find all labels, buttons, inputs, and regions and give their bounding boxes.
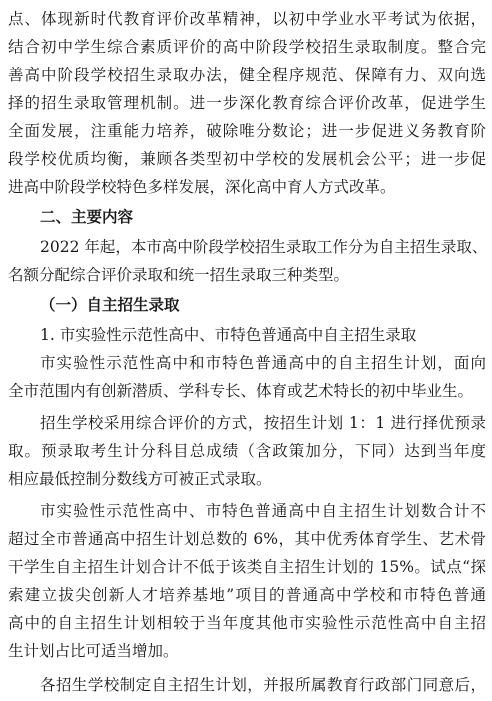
text-line: 择的招生录取管理机制。进一步深化教育综合评价改革，促进学生 bbox=[8, 94, 486, 112]
text-line: 各招生学校制定自主招生计划，并报所属教育行政部门同意后， bbox=[40, 676, 486, 694]
subsection-heading: （一）自主招生录取 bbox=[40, 296, 180, 314]
text-line: 高中的自主招生计划相较于当年度其他市实验性示范性高中自主招 bbox=[8, 614, 486, 632]
text-line: 干学生自主招生计划合计不低于该类自主招生计划的 15%。试点“探 bbox=[8, 558, 486, 576]
text-line: 索建立拔尖创新人才培养基地”项目的普通高中学校和市特色普通 bbox=[8, 586, 486, 604]
text-line: 全市范围内有创新潜质、学科专长、体育或艺术特长的初中毕业生。 bbox=[8, 382, 474, 400]
text-line: 2022 年起，本市高中阶段学校招生录取工作分为自主招生录取、 bbox=[40, 238, 488, 256]
text-line: 段学校优质均衡，兼顾各类型初中学校的发展机会公平；进一步促 bbox=[8, 150, 486, 168]
text-line: 招生学校采用综合评价的方式，按招生计划 1：1 进行择优预录 bbox=[40, 414, 486, 432]
text-line: 善高中阶段学校招生录取办法，健全程序规范、保障有力、双向选 bbox=[8, 66, 486, 84]
text-line: 市实验性示范性高中和市特色普通高中的自主招生计划，面向 bbox=[40, 354, 486, 372]
text-line: 全面发展，注重能力培养，破除唯分数论；进一步促进义务教育阶 bbox=[8, 122, 486, 140]
text-line: 结合初中学生综合素质评价的高中阶段学校招生录取制度。整合完 bbox=[8, 38, 486, 56]
text-line: 超过全市普通高中招生计划总数的 6%，其中优秀体育学生、艺术骨 bbox=[8, 530, 486, 548]
text-line: 进高中阶段学校特色多样发展，深化高中育人方式改革。 bbox=[8, 178, 396, 196]
text-line: 名额分配综合评价录取和统一招生录取三种类型。 bbox=[8, 266, 350, 284]
text-line: 取。预录取考生计分科目总成绩（含政策加分，下同）达到当年度 bbox=[8, 442, 486, 460]
section-heading: 二、主要内容 bbox=[40, 208, 134, 226]
text-line: 市实验性示范性高中、市特色普通高中自主招生计划数合计不 bbox=[40, 502, 486, 520]
text-line: 生计划占比可适当增加。 bbox=[8, 642, 179, 660]
item-title: 1. 市实验性示范性高中、市特色普通高中自主招生录取 bbox=[40, 326, 417, 344]
text-line: 点、体现新时代教育评价改革精神，以初中学业水平考试为依据， bbox=[8, 10, 486, 28]
text-line: 相应最低控制分数线方可被正式录取。 bbox=[8, 470, 272, 488]
